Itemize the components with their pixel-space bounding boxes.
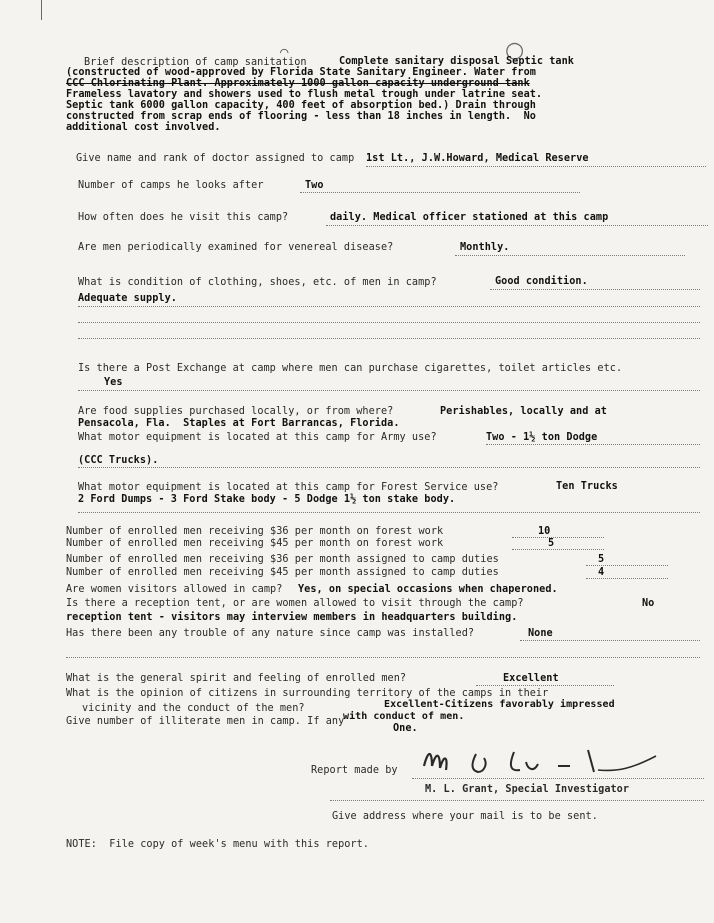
doctor-question: Give name and rank of doctor assigned to camp	[76, 153, 355, 164]
men-36-forest-rule	[512, 537, 604, 538]
trouble-rule	[66, 657, 700, 658]
spirit-question: What is the general spirit and feeling of enrolled men?	[66, 673, 407, 684]
men-45-camp-rule	[586, 578, 668, 579]
army-equipment-answer: Two - 1½ ton Dodge	[486, 432, 598, 443]
investigator-name: M. L. Grant, Special Investigator	[425, 784, 630, 795]
sanitation-answer-line4: Frameless lavatory and showers used to flush metal trough under latrine seat.	[66, 89, 543, 100]
illiterate-question: Give number of illiterate men in camp. If any	[66, 716, 345, 727]
tent-question: Is there a reception tent, or are women allowed to visit through the camp?	[66, 598, 524, 609]
men-45-forest-rule	[512, 549, 604, 550]
camps-answer: Two	[305, 180, 324, 191]
signature-rule	[412, 778, 704, 779]
page-edge-line	[41, 0, 42, 20]
clothing-answer: Good condition.	[495, 276, 588, 287]
opinion-answer: Excellent-Citizens favorably impressed	[384, 699, 615, 710]
women-answer: Yes, on special occasions when chaperoned.	[298, 584, 558, 595]
clothing-rule-1	[78, 306, 700, 307]
army-rule	[78, 467, 700, 468]
clothing-answer-rule	[490, 289, 700, 290]
sanitation-answer-line7: additional cost involved.	[66, 122, 221, 133]
food-question: Are food supplies purchased locally, or from where?	[78, 406, 394, 417]
pencil-circle-mark: ○	[505, 38, 525, 63]
exam-answer: Monthly.	[460, 242, 510, 253]
army-answer-rule	[486, 444, 700, 445]
post-exchange-answer: Yes	[104, 377, 123, 388]
men-45-forest-question: Number of enrolled men receiving $45 per month on forest work	[66, 538, 444, 549]
visit-answer-rule	[326, 225, 708, 226]
camps-answer-rule	[300, 192, 580, 193]
trouble-question: Has there been any trouble of any nature since camp was installed?	[66, 628, 475, 639]
food-answer-line2: Pensacola, Fla. Staples at Fort Barrancas, Florida.	[78, 418, 400, 429]
visit-answer: daily. Medical officer stationed at this camp	[330, 212, 609, 223]
opinion-question: What is the opinion of citizens in surrounding territory of the camps in their	[66, 688, 549, 699]
visit-question: How often does he visit this camp?	[78, 212, 289, 223]
clothing-answer-line2: Adequate supply.	[78, 293, 177, 304]
clothing-rule-3	[78, 338, 700, 339]
men-36-forest-question: Number of enrolled men receiving $36 per month on forest work	[66, 526, 444, 537]
spirit-answer-rule	[476, 685, 614, 686]
women-question: Are women visitors allowed in camp?	[66, 584, 283, 595]
opinion-answer-line2: with conduct of men.	[343, 711, 465, 722]
sanitation-answer-line6: constructed from scrap ends of flooring - less than 18 inches in length. No	[66, 111, 536, 122]
note-text: NOTE: File copy of week's menu with this report.	[66, 839, 369, 850]
forest-equipment-question: What motor equipment is located at this camp for Forest Service use?	[78, 482, 499, 493]
handwritten-signature	[418, 744, 668, 786]
men-45-camp-answer: 4	[598, 567, 605, 578]
tent-answer: No	[642, 598, 655, 609]
sanitation-answer-line5: Septic tank 6000 gallon capacity, 400 feet of absorption bed.) Drain through	[66, 100, 536, 111]
sanitation-answer-line2: (constructed of wood-approved by Florida State Sanitary Engineer. Water from	[66, 67, 536, 78]
forest-rule	[78, 512, 700, 513]
trouble-answer: None	[528, 628, 553, 639]
forest-equipment-answer-line2: 2 Ford Dumps - 3 Ford Stake body - 5 Dodge 1½ ton stake body.	[78, 494, 456, 505]
clothing-rule-2	[78, 322, 700, 323]
opinion-question-line2: vicinity and the conduct of the men?	[82, 703, 305, 714]
men-36-camp-rule	[586, 565, 668, 566]
sanitation-answer: Complete sanitary disposal Septic tank	[339, 56, 574, 67]
report-made-by-label: Report made by	[311, 765, 398, 776]
exam-question: Are men periodically examined for venereal disease?	[78, 242, 394, 253]
address-rule	[330, 800, 704, 801]
food-answer: Perishables, locally and at	[440, 406, 607, 417]
sanitation-question: Brief description of camp sanitation	[84, 57, 307, 68]
men-36-forest-answer: 10	[538, 526, 551, 537]
army-equipment-answer-line2: (CCC Trucks).	[78, 455, 159, 466]
spirit-answer: Excellent	[503, 673, 559, 684]
camps-question: Number of camps he looks after	[78, 180, 264, 191]
sanitation-answer-line3: CCC Chlorinating Plant. Approximately 1000 gallon capacity underground tank	[66, 78, 530, 89]
address-instruction: Give address where your mail is to be sent.	[332, 811, 598, 822]
clothing-question: What is condition of clothing, shoes, etc. of men in camp?	[78, 277, 437, 288]
men-45-camp-question: Number of enrolled men receiving $45 per month assigned to camp duties	[66, 567, 499, 578]
army-equipment-question: What motor equipment is located at this camp for Army use?	[78, 432, 437, 443]
doctor-answer: 1st Lt., J.W.Howard, Medical Reserve	[366, 153, 589, 164]
pencil-mark: ⌒	[280, 44, 289, 60]
illiterate-answer: One.	[393, 723, 418, 734]
doctor-answer-rule	[366, 166, 706, 167]
post-exchange-rule	[78, 390, 700, 391]
forest-equipment-answer: Ten Trucks	[556, 481, 618, 492]
trouble-answer-rule	[520, 640, 700, 641]
men-36-camp-question: Number of enrolled men receiving $36 per month assigned to camp duties	[66, 554, 499, 565]
men-36-camp-answer: 5	[598, 554, 605, 565]
exam-answer-rule	[455, 255, 685, 256]
men-45-forest-answer: 5	[548, 538, 555, 549]
tent-answer-line2: reception tent - visitors may interview members in headquarters building.	[66, 612, 518, 623]
post-exchange-question: Is there a Post Exchange at camp where men can purchase cigarettes, toilet articles etc.	[78, 363, 623, 374]
